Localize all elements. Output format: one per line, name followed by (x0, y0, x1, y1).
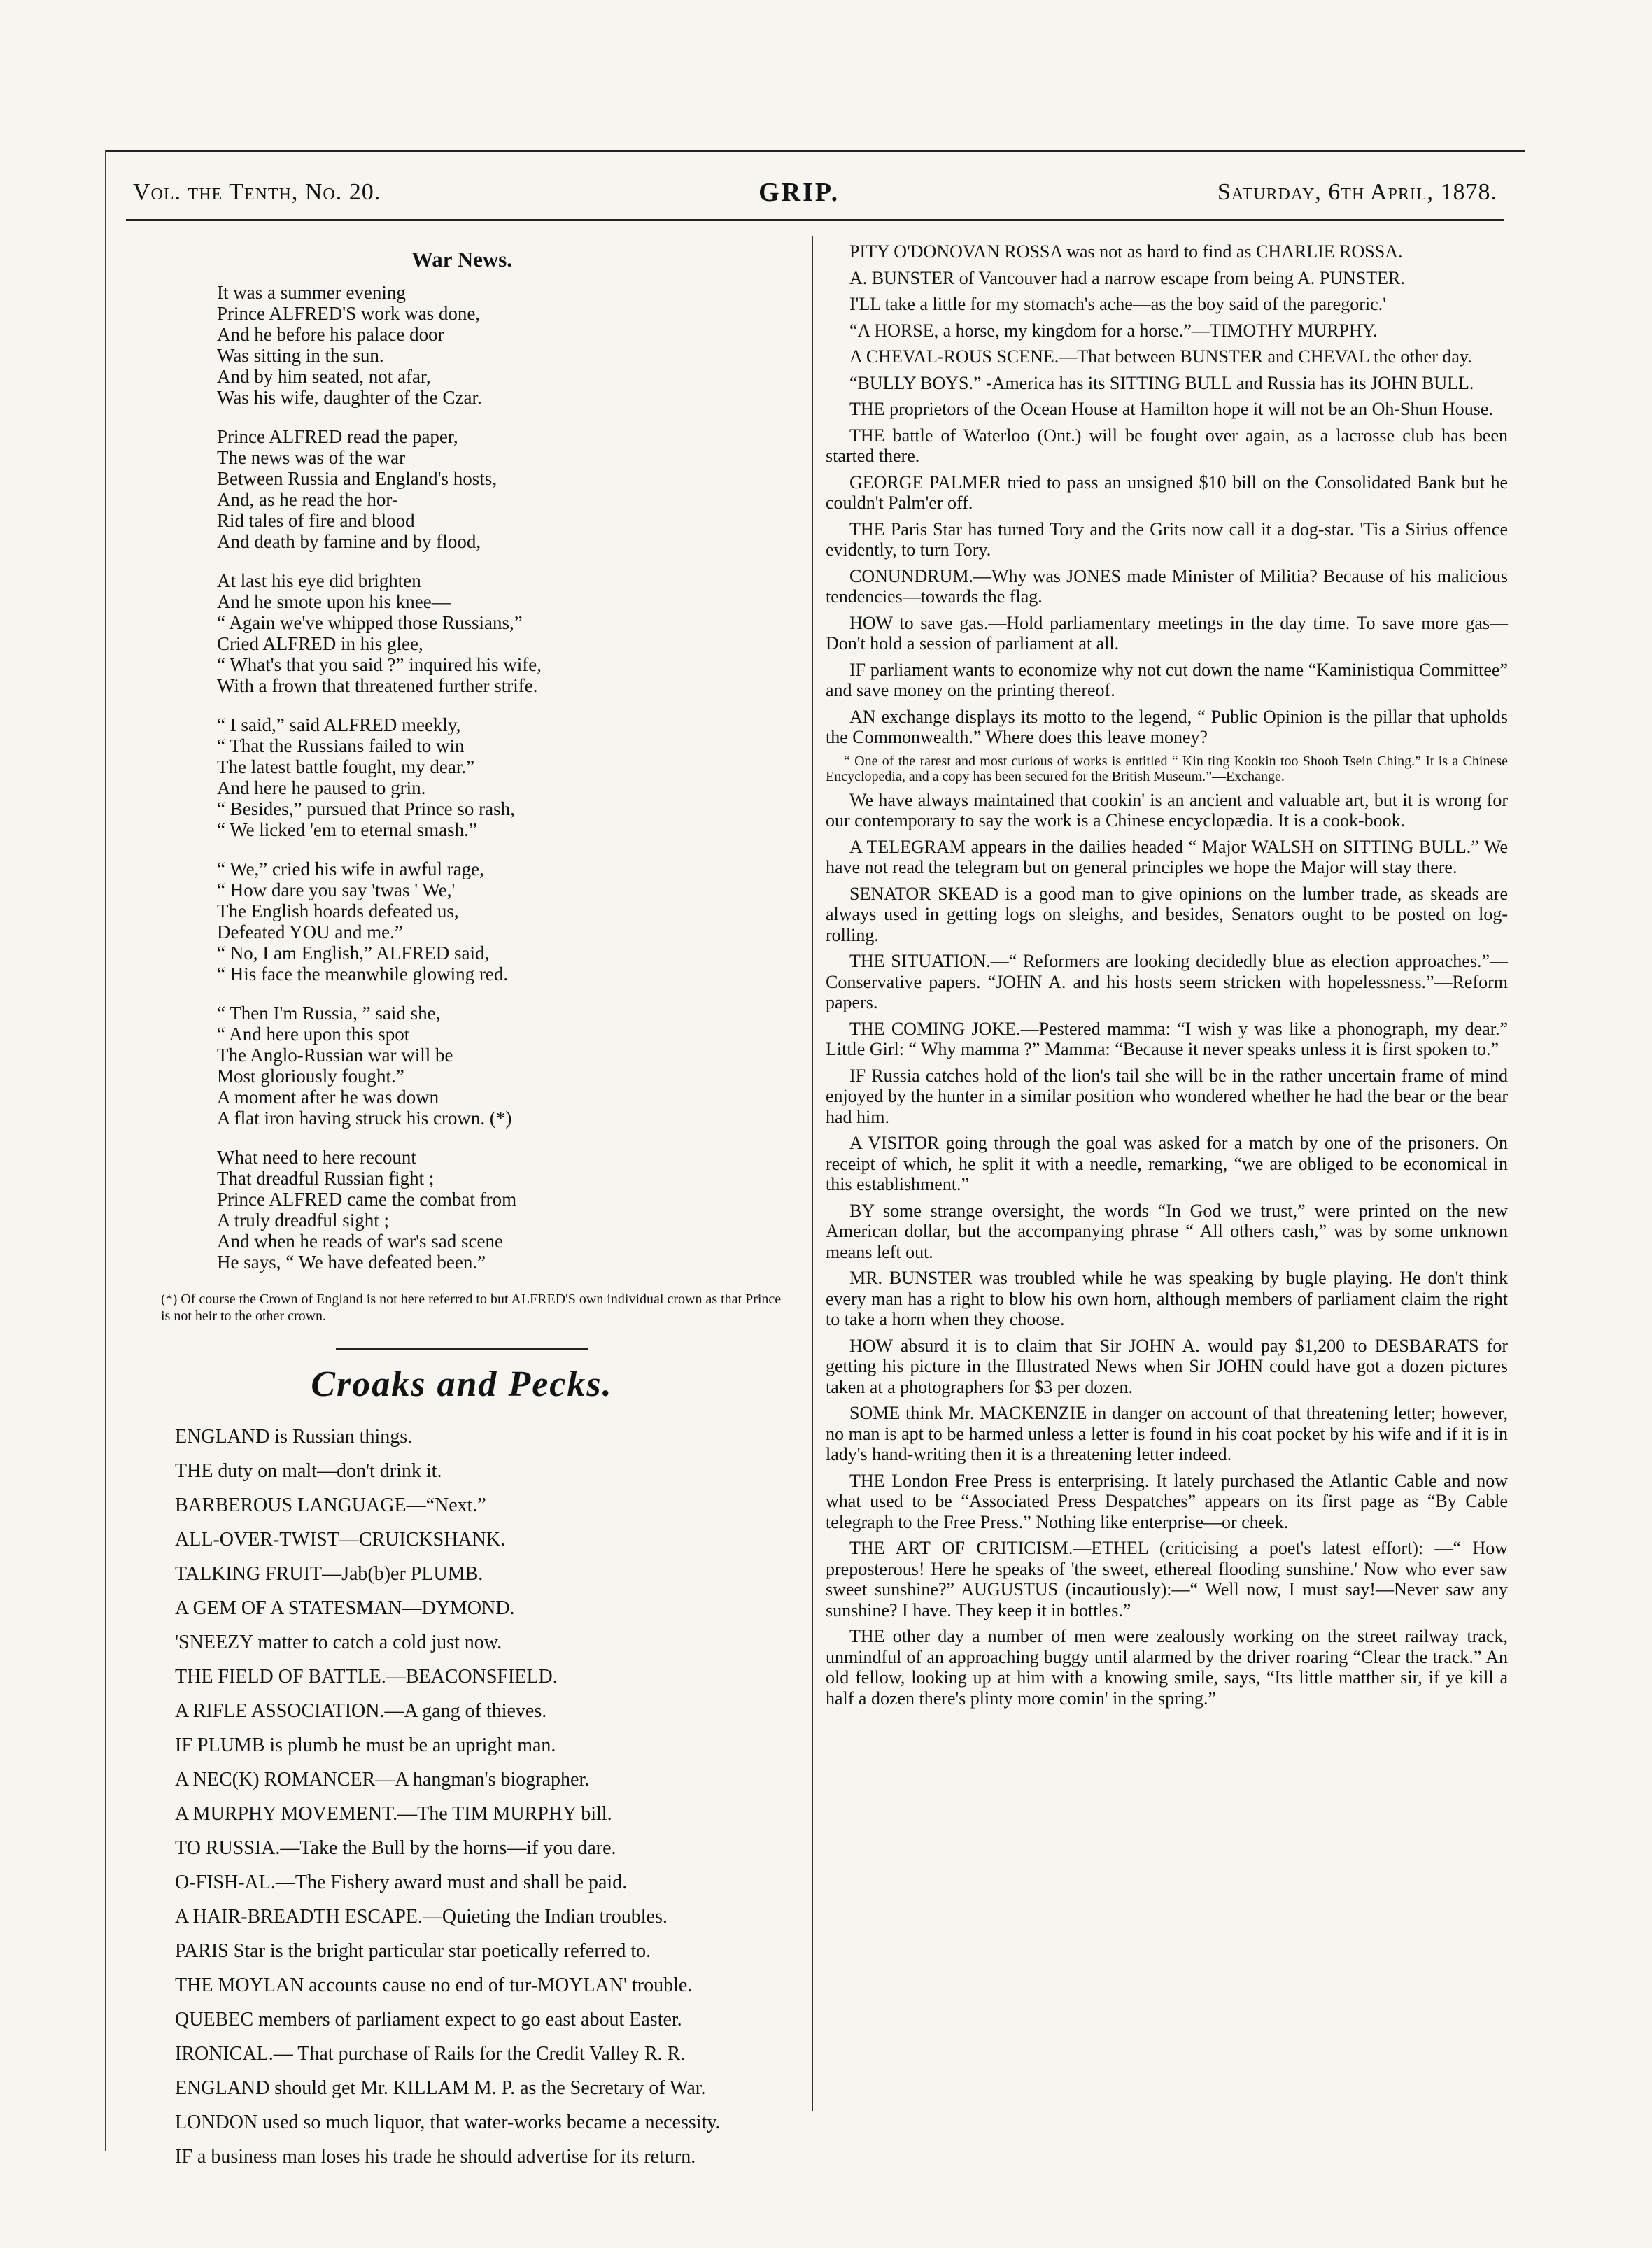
page (105, 150, 1525, 2168)
paragraph: A CHEVAL-ROUS SCENE.—That between BUNSTER and CHEVAL the other day. (849, 346, 1472, 367)
paragraph: THE ART OF CRITICISM.—ETHEL (criticising a poet's latest effort): —“ How preposterous! Here he speaks of 'the sweet, ethereal flooding sunshine.' Now who ever saw sweet sunshine?” AUGUSTUS (incautiously):—“ Well now, I must say!—Never saw any sunshine? I have. They keep it in bottles.” (826, 1538, 1508, 1620)
croak-item: THE FIELD OF BATTLE.—BEACONSFIELD. (175, 1666, 558, 1688)
croak-item: THE duty on malt—don't drink it. (175, 1460, 442, 1482)
croak-item: ENGLAND should get Mr. KILLAM M. P. as the Secretary of War. (175, 2077, 706, 2099)
poem-line: It was a summer evening (217, 282, 406, 303)
section-divider (336, 1348, 588, 1350)
poem-line: And, as he read the hor- (217, 489, 398, 510)
croak-item: IF PLUMB is plumb he must be an upright man. (175, 1734, 556, 1756)
croak-item: A MURPHY MOVEMENT.—The TIM MURPHY bill. (175, 1803, 612, 1825)
poem-line: Prince ALFRED came the combat from (217, 1189, 517, 1210)
croak-item: BARBEROUS LANGUAGE—“Next.” (175, 1494, 486, 1516)
paragraph: IF parliament wants to economize why not cut down the name “Kaministiqua Committee” and save money on the printing thereof. (826, 659, 1508, 700)
poem-stanza (217, 1147, 791, 1273)
paragraph: THE battle of Waterloo (Ont.) will be fought over again, as a lacrosse club has been started there. (826, 425, 1508, 466)
croak-item: IF a business man loses his trade he should advertise for its return. (175, 2146, 696, 2168)
paragraph: A. BUNSTER of Vancouver had a narrow escape from being A. PUNSTER. (849, 267, 1405, 288)
poem-line: And when he reads of war's sad scene (217, 1231, 503, 1252)
paragraph: HOW absurd it is to claim that Sir JOHN A. would pay $1,200 to DESBARATS for getting his picture in the Illustrated News when Sir JOHN could have got a dozen pictures taken at a photographers for $3 per dozen. (826, 1335, 1508, 1397)
poem-line: “ How dare you say 'twas ' We,' (217, 879, 456, 900)
poem-line: Between Russia and England's hosts, (217, 468, 497, 489)
paragraph: MR. BUNSTER was troubled while he was speaking by bugle playing. He don't think every man has a right to blow his own horn, although members of parliament claim the right to take a horn when they choose. (826, 1268, 1508, 1329)
left-border (105, 150, 106, 2151)
poem-line: And he before his palace door (217, 324, 444, 345)
poem-line: A truly dreadful sight ; (217, 1210, 389, 1231)
poem-line: Was sitting in the sun. (217, 345, 384, 366)
paragraph: THE SITUATION.—“ Reformers are looking decidedly blue as election approaches.”—Conservative papers. “JOHN A. and his hosts seem stricken with hopelessness.”—Reform papers. (826, 951, 1508, 1012)
poem-line: A moment after he was down (217, 1087, 439, 1108)
poem-footnote: (*) Of course the Crown of England is not here referred to but ALFRED'S own individual crown as that Prince is not heir to the other crown. (161, 1292, 782, 1324)
poem-line: The Anglo-Russian war will be (217, 1045, 453, 1066)
poem-line: “ And here upon this spot (217, 1024, 410, 1045)
paragraph: AN exchange displays its motto to the legend, “ Public Opinion is the pillar that upholds the Commonwealth.” Where does this leave money? (826, 706, 1508, 747)
poem-line: The latest battle fought, my dear.” (217, 756, 475, 777)
paragraph: THE Paris Star has turned Tory and the Grits now call it a dog-star. 'Tis a Sirius offence evidently, to turn Tory. (826, 518, 1508, 560)
poem-line: Prince ALFRED read the paper, (217, 426, 458, 447)
poem-line: The news was of the war (217, 447, 406, 468)
paragraph: HOW to save gas.—Hold parliamentary meetings in the day time. To save more gas—Don't hold a session of parliament at all. (826, 612, 1508, 653)
poem-stanza (217, 858, 791, 984)
column-divider (812, 236, 813, 2111)
poem-line: And here he paused to grin. (217, 777, 426, 798)
paragraph: A TELEGRAM appears in the dailies headed “ Major WALSH on SITTING BULL.” We have not read the telegram but on general principles we hope the Major will stay there. (826, 836, 1508, 877)
paragraph: BY some strange oversight, the words “In God we trust,” were printed on the new American dollar, but the accompanying phrase “ All others cash,” was by some unknown means left out. (826, 1200, 1508, 1262)
paragraph: “ One of the rarest and most curious of works is entitled “ Kin ting Kookin too Shooh Tsein Ching.” It is a Chinese Encyclopedia, and a copy has been secured for the British Museum.”—Exchange. (826, 753, 1508, 784)
poem-line: Defeated YOU and me.” (217, 921, 403, 942)
paragraph: GEORGE PALMER tried to pass an unsigned $10 bill on the Consolidated Bank but he couldn't Palm'er off. (826, 472, 1508, 513)
croak-item: PARIS Star is the bright particular star poetically referred to. (175, 1940, 651, 1962)
poem-line: The English hoards defeated us, (217, 900, 459, 921)
paragraph: A VISITOR going through the goal was asked for a match by one of the prisoners. On receipt of which, he split it with a needle, remarking, “we are obliged to be economical in this establishment.” (826, 1133, 1508, 1194)
poem-stanza (217, 426, 791, 552)
poem-title: War News. (411, 247, 513, 271)
paragraph: CONUNDRUM.—Why was JONES made Minister of Militia? Because of his malicious tendencies—towards the flag. (826, 565, 1508, 607)
poem-line: “ Then I'm Russia, ” said she, (217, 1003, 441, 1024)
poem-line: “ We licked 'em to eternal smash.” (217, 819, 477, 840)
croak-item: TALKING FRUIT—Jab(b)er PLUMB. (175, 1563, 483, 1585)
paragraph: SOME think Mr. MACKENZIE in danger on account of that threatening letter; however, no man is apt to be harmed unless a letter is found in his coat pocket by his wife and if it is in lady's hand-writing then it is a threatening letter indeed. (826, 1403, 1508, 1464)
poem-line: A flat iron having struck his crown. (*) (217, 1108, 512, 1129)
publication-title: GRIP. (758, 178, 840, 207)
poem-body (133, 282, 791, 1273)
croak-item: A GEM OF A STATESMAN—DYMOND. (175, 1597, 515, 1619)
croak-item: A RIFLE ASSOCIATION.—A gang of thieves. (175, 1700, 547, 1722)
croak-item: A NEC(K) ROMANCER—A hangman's biographer. (175, 1769, 590, 1790)
croak-item: TO RUSSIA.—Take the Bull by the horns—if you dare. (175, 1837, 616, 1859)
poem-line: At last his eye did brighten (217, 570, 421, 591)
croak-item: QUEBEC members of parliament expect to go east about Easter. (175, 2009, 682, 2030)
poem-line: “ Besides,” pursued that Prince so rash, (217, 798, 515, 819)
header-rule (126, 219, 1504, 221)
croak-item: ALL-OVER-TWIST—CRUICKSHANK. (175, 1529, 506, 1550)
poem-line: “ That the Russians failed to win (217, 735, 465, 756)
poem-line: Rid tales of fire and blood (217, 510, 415, 531)
poem-stanza (217, 570, 791, 696)
poem-line: “ No, I am English,” ALFRED said, (217, 942, 490, 963)
paragraph: “BULLY BOYS.” -America has its SITTING BULL and Russia has its JOHN BULL. (849, 372, 1474, 393)
poem-line: “ Again we've whipped those Russians,” (217, 612, 523, 633)
paragraph: I'LL take a little for my stomach's ache—as the boy said of the paregoric.' (849, 294, 1386, 314)
poem-stanza (217, 714, 791, 840)
poem-stanza (217, 1003, 791, 1129)
croak-item: LONDON used so much liquor, that water-works became a necessity. (175, 2112, 721, 2133)
croak-item: IRONICAL.— That purchase of Rails for the Credit Valley R. R. (175, 2043, 686, 2065)
paragraph: THE proprietors of the Ocean House at Hamilton hope it will not be an Oh-Shun House. (849, 399, 1493, 419)
poem-line: Cried ALFRED in his glee, (217, 633, 423, 654)
paragraph: PITY O'DONOVAN ROSSA was not as hard to find as CHARLIE ROSSA. (849, 241, 1403, 262)
poem-line: “ What's that you said ?” inquired his wife, (217, 654, 542, 675)
poem-line: Prince ALFRED'S work was done, (217, 303, 481, 324)
volume-label: Vol. the Tenth, No. 20. (133, 179, 381, 205)
croak-item: THE MOYLAN accounts cause no end of tur-MOYLAN' trouble. (175, 1974, 693, 1996)
paragraphs-list (826, 241, 1508, 1709)
poem-line: That dreadful Russian fight ; (217, 1168, 435, 1189)
croak-item: A HAIR-BREADTH ESCAPE.—Quieting the Indian troubles. (175, 1906, 668, 1928)
poem-line: And death by famine and by flood, (217, 531, 481, 552)
poem-line: What need to here recount (217, 1147, 416, 1168)
paragraph: IF Russia catches hold of the lion's tail she will be in the rather uncertain frame of mind enjoyed by the hunter in a similar position who wondered whether he had the bear or the bear had him. (826, 1065, 1508, 1127)
poem-line: With a frown that threatened further strife. (217, 675, 538, 696)
poem-stanza (217, 282, 791, 408)
section-title: Croaks and Pecks. (311, 1364, 613, 1404)
poem-line: “ His face the meanwhile glowing red. (217, 963, 509, 984)
croak-item: O-FISH-AL.—The Fishery award must and shall be paid. (175, 1872, 628, 1893)
poem-line: He says, “ We have defeated been.” (217, 1252, 486, 1273)
paragraph: THE other day a number of men were zealously working on the street railway track, unmindful of an approaching buggy until alarmed by the driver roaring “Clear the track.” An old fellow, looking up at him with a knowing smile, says, “Its little matther sir, if ye kill a half a dozen there's plinty more comin' in the spring.” (826, 1626, 1508, 1709)
paragraph: THE COMING JOKE.—Pestered mamma: “I wish y was like a phonograph, my dear.” Little Girl: “ Why mamma ?” Mamma: “Because it never speaks unless it is first spoken to.” (826, 1018, 1508, 1059)
croak-item: 'SNEEZY matter to catch a cold just now. (175, 1632, 502, 1653)
paragraph: THE London Free Press is enterprising. It lately purchased the Atlantic Cable and now what used to be “Associated Press Despatches” appears on its first page as “By Cable telegraph to the Free Press.” Nothing like enterprise—or cheek. (826, 1470, 1508, 1532)
croaks-list (133, 1426, 791, 2168)
poem-line: And by him seated, not afar, (217, 366, 431, 387)
paragraph: “A HORSE, a horse, my kingdom for a horse.”—TIMOTHY MURPHY. (849, 320, 1378, 341)
top-rule (105, 150, 1525, 152)
poem-line: “ I said,” said ALFRED meekly, (217, 714, 461, 735)
masthead (133, 171, 1497, 213)
left-column (133, 241, 791, 2168)
poem-line: “ We,” cried his wife in awful rage, (217, 858, 484, 879)
poem-line: Was his wife, daughter of the Czar. (217, 387, 482, 408)
croak-item: ENGLAND is Russian things. (175, 1426, 413, 1448)
poem-line: And he smote upon his knee— (217, 591, 451, 612)
right-column (826, 241, 1508, 2116)
paragraph: We have always maintained that cookin' is an ancient and valuable art, but it is wrong for our contemporary to say the work is a Chinese encyclopædia. It is a cook-book. (826, 789, 1508, 830)
poem-line: Most gloriously fought.” (217, 1066, 404, 1087)
issue-date: Saturday, 6th April, 1878. (1217, 179, 1497, 205)
paragraph: SENATOR SKEAD is a good man to give opinions on the lumber trade, as skeads are always used in getting logs on sleighs, and besides, Senators ought to be posted on log-rolling. (826, 883, 1508, 945)
